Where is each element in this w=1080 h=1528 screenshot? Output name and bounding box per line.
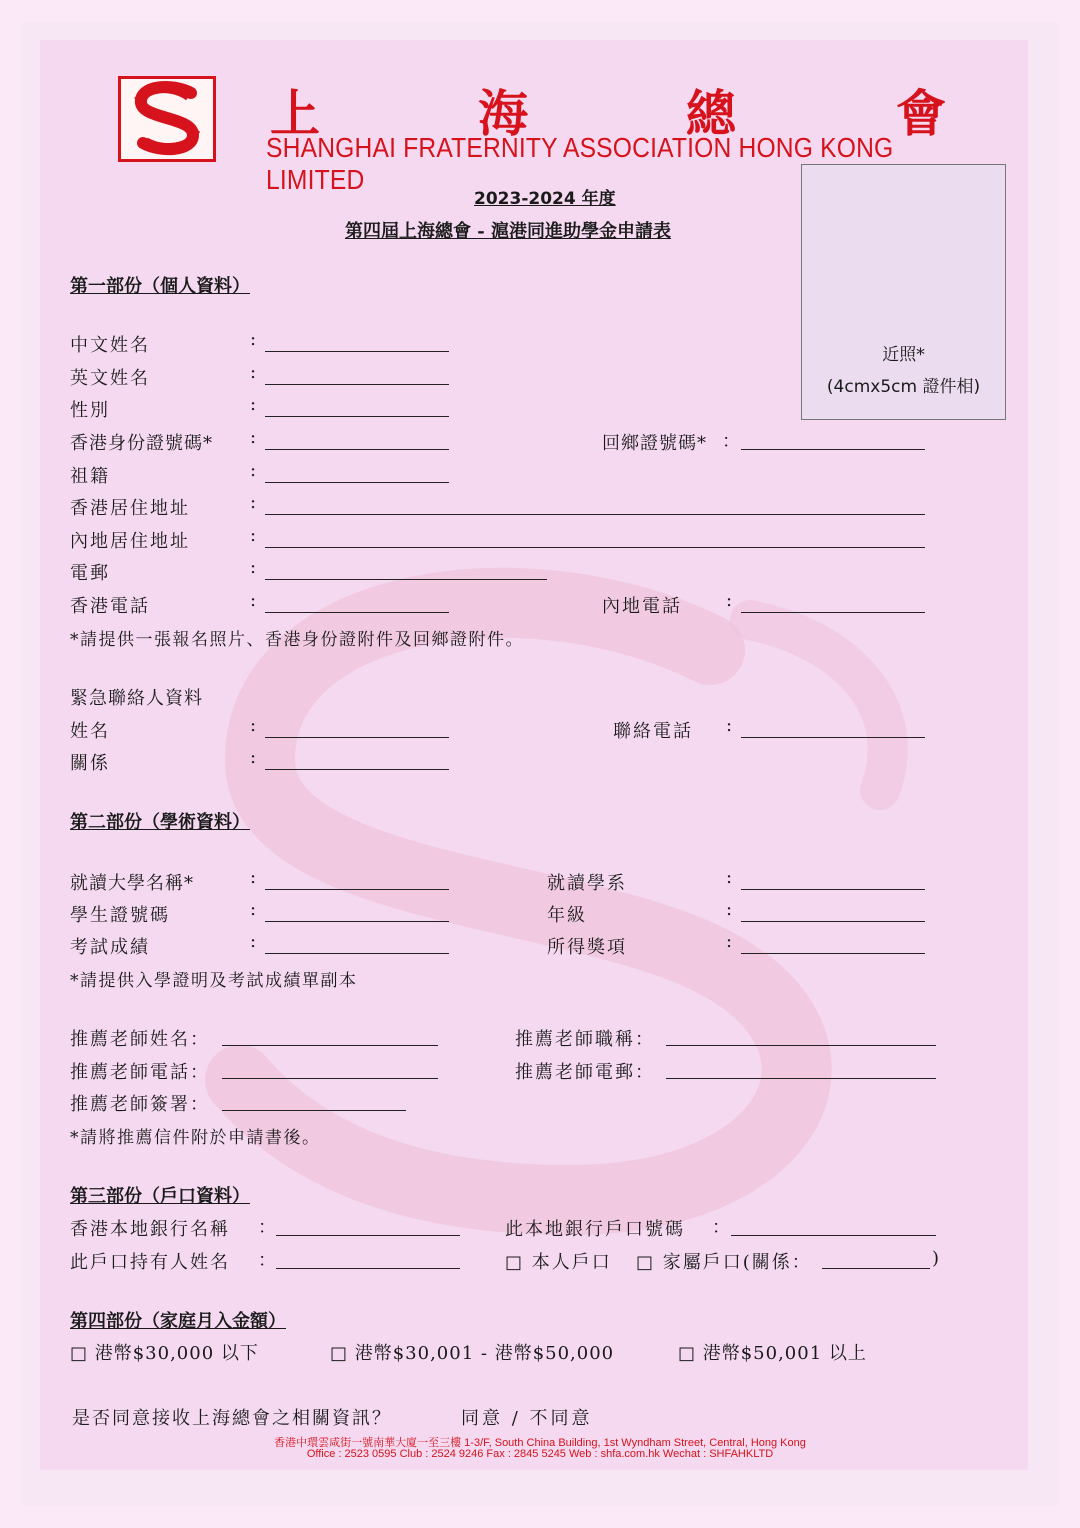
university-field[interactable] [265,889,449,890]
chinese-name-label: 中文姓名 [70,335,150,356]
s-monogram-logo-icon [121,79,213,159]
colon: : [250,329,257,350]
emergency-relation-label: 關係 [70,753,110,774]
section-3-title: 第三部份（戶口資料） [70,1186,250,1207]
section-2-note: *請提供入學證明及考試成績單副本 [70,971,358,991]
colon: : [250,931,257,952]
section-2-title: 第二部份（學術資料） [70,812,250,833]
income-option-2[interactable]: □ 港幣$30,001 - 港幣$50,000 [330,1343,615,1364]
mainland-phone-field[interactable] [741,612,925,613]
hk-phone-field[interactable] [265,612,449,613]
university-label: 就讀大學名稱* [70,873,194,894]
colon: ： [258,1217,276,1238]
colon: : [250,715,257,736]
family-relation-close: ) [932,1248,941,1269]
english-name-field[interactable] [265,384,449,385]
account-number-label: 此本地銀行戶口號碼 [505,1219,685,1240]
student-id-field[interactable] [265,921,449,922]
gender-label: 性別 [70,400,110,421]
colon: : [250,460,257,481]
colon: : [250,867,257,888]
chinese-name-field[interactable] [265,351,449,352]
section-1-title: 第一部份（個人資料） [70,276,250,297]
exam-results-field[interactable] [265,953,449,954]
emergency-contact-title: 緊急聯絡人資料 [70,688,203,709]
mainland-address-label: 內地居住地址 [70,531,190,552]
colon: : [250,362,257,383]
awards-label: 所得獎項 [547,937,627,958]
section-1-note: *請提供一張報名照片、香港身份證附件及回鄉證附件。 [70,630,524,650]
own-account-checkbox[interactable]: □ 本人戶口 [505,1252,612,1273]
photo-size-label: (4cmx5cm 證件相) [826,377,981,397]
photo-label: 近照* [882,345,925,365]
gender-field[interactable] [265,416,449,417]
colon: : [250,492,257,513]
referee-phone-field[interactable] [222,1078,438,1079]
colon: : [250,394,257,415]
colon: : [250,525,257,546]
footer-contact: Office : 2523 0595 Club : 2524 9246 Fax : 2845 5245 Web : shfa.com.hk Wechat : SHFAHKLTD [306,1448,774,1460]
referee-signature-label: 推薦老師簽署： [70,1094,210,1115]
department-label: 就讀學系 [547,873,627,894]
bank-name-field[interactable] [276,1235,460,1236]
income-option-1[interactable]: □ 港幣$30,000 以下 [70,1343,259,1364]
awards-field[interactable] [741,953,925,954]
org-name-char: 上 [270,84,322,143]
section-4-title: 第四部份（家庭月入金額） [70,1311,286,1332]
org-name-char: 海 [478,84,530,143]
referee-title-label: 推薦老師職稱： [515,1029,655,1050]
exam-results-label: 考試成績 [70,937,150,958]
emergency-phone-label: 聯絡電話 [613,721,693,742]
income-option-3[interactable]: □ 港幣$50,001 以上 [678,1343,867,1364]
referee-name-field[interactable] [222,1045,438,1046]
student-id-label: 學生證號碼 [70,905,170,926]
colon: : [250,899,257,920]
consent-answer[interactable]: 同意 / 不同意 [461,1408,593,1429]
english-name-label: 英文姓名 [70,368,150,389]
photo-box[interactable] [801,164,1006,420]
account-holder-label: 此戶口持有人姓名 [70,1252,230,1273]
bank-name-label: 香港本地銀行名稱 [70,1219,230,1240]
colon: : [250,557,257,578]
org-name-english: SHANGHAI FRATERNITY ASSOCIATION HONG KONG LIMITED [266,132,894,195]
footer-address: 香港中環雲咸街一號南華大廈一至三樓 1-3/F, South China Building, 1st Wyndham Street, Central, Hong Kong [274,1437,806,1449]
logo [118,76,216,162]
colon: : [250,590,257,611]
org-name-char: 會 [896,84,948,143]
ancestral-home-field[interactable] [265,482,449,483]
mainland-phone-label: 內地電話 [602,596,682,617]
ancestral-home-label: 祖籍 [70,466,110,487]
colon: ： [712,1217,730,1238]
referee-note: *請將推薦信件附於申請書後。 [70,1128,321,1148]
referee-email-label: 推薦老師電郵： [515,1062,655,1083]
email-label: 電郵 [70,563,110,584]
hkid-field[interactable] [265,449,449,450]
referee-email-field[interactable] [666,1078,936,1079]
hkid-label: 香港身份證號碼* [70,433,213,454]
academic-year: 2023-2024 年度 [474,189,616,209]
org-name-char: 總 [686,84,738,143]
home-return-permit-label: 回鄉證號碼* [602,433,707,454]
email-field[interactable] [265,579,547,580]
colon: : [726,590,733,611]
form-title: 第四屆上海總會 - 滬港同進助學金申請表 [345,221,672,242]
grade-label: 年級 [547,905,587,926]
emergency-phone-field[interactable] [741,737,925,738]
colon: : [250,427,257,448]
family-relation-field[interactable] [822,1268,930,1269]
account-holder-field[interactable] [276,1268,460,1269]
grade-field[interactable] [741,921,925,922]
emergency-name-label: 姓名 [70,721,110,742]
home-return-permit-field[interactable] [741,449,925,450]
consent-question: 是否同意接收上海總會之相關資訊？ [72,1408,392,1429]
colon: : [726,715,733,736]
hk-address-label: 香港居住地址 [70,498,190,519]
colon: ： [258,1250,276,1271]
hk-address-field[interactable] [265,514,925,515]
colon: : [726,931,733,952]
referee-signature-field[interactable] [222,1110,406,1111]
emergency-relation-field[interactable] [265,769,449,770]
colon: ： [722,431,740,452]
referee-phone-label: 推薦老師電話： [70,1062,210,1083]
mainland-address-field[interactable] [265,547,925,548]
account-number-field[interactable] [731,1235,936,1236]
hk-phone-label: 香港電話 [70,596,150,617]
family-account-checkbox[interactable]: □ 家屬戶口(關係： [636,1252,812,1273]
department-field[interactable] [741,889,925,890]
referee-name-label: 推薦老師姓名： [70,1029,210,1050]
emergency-name-field[interactable] [265,737,449,738]
referee-title-field[interactable] [666,1045,936,1046]
colon: : [726,867,733,888]
colon: : [726,899,733,920]
colon: : [250,747,257,768]
